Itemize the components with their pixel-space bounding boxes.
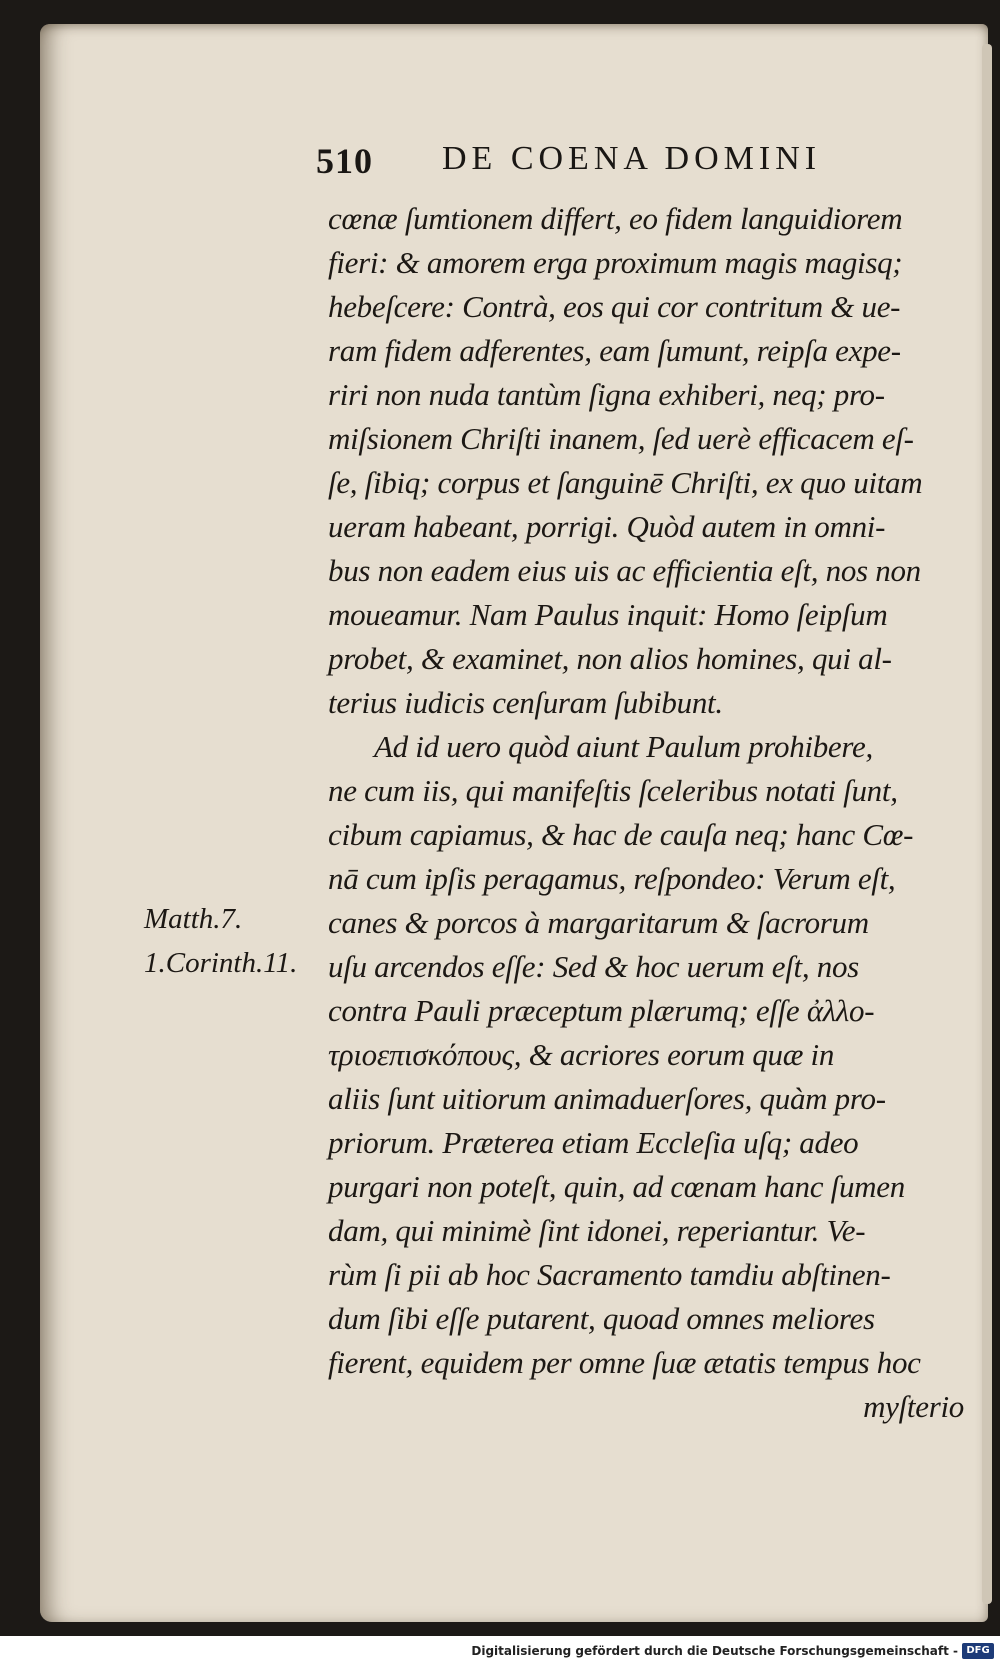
page-number: 510 <box>316 141 373 181</box>
margin-note-matthew: Matth.7. <box>144 903 243 935</box>
text-line: dum ſibi eſſe putarent, quoad omnes meliores <box>328 1301 875 1336</box>
text-line: uſu arcendos eſſe: Sed & hoc uerum eſt, nos <box>328 949 859 984</box>
text-line: ueram habeant, porrigi. Quòd autem in omni- <box>328 509 886 544</box>
page-header <box>302 136 902 186</box>
text-line: cibum capiamus, & hac de cauſa neq; hanc Cœ- <box>328 817 914 852</box>
footer-credit: Digitalisierung gefördert durch die Deutsche Forschungsgemeinschaft - <box>471 1644 958 1658</box>
text-line: ne cum iis, qui manifeſtis ſceleribus notati ſunt, <box>328 773 898 808</box>
text-line: hebeſcere: Contrà, eos qui cor contritum & ue- <box>328 289 901 324</box>
text-line: miſsionem Chriſti inanem, ſed uerè efficacem eſ- <box>328 421 914 456</box>
text-line: canes & porcos à margaritarum & ſacrorum <box>328 905 869 940</box>
text-line: rùm ſi pii ab hoc Sacramento tamdiu abſtinen- <box>328 1257 891 1292</box>
margin-notes <box>144 897 314 985</box>
margin-note-corinthians: 1.Corinth.11. <box>144 947 298 979</box>
paragraph-start-line: Ad id uero quòd aiunt Paulum prohibere, <box>374 729 873 764</box>
text-line: bus non eadem eius uis ac efficientia eſt, nos non <box>328 553 921 588</box>
text-line: fieri: & amorem erga proximum magis magisq; <box>328 245 903 280</box>
text-line: aliis ſunt uitiorum animaduerſores, quàm pro- <box>328 1081 886 1116</box>
text-line: fierent, equidem per omne ſuæ ætatis tempus hoc <box>328 1345 921 1380</box>
text-line: τριοεπισκόπους, & acriores eorum quæ in <box>328 1037 835 1072</box>
text-line: ſe, ſibiq; corpus et ſanguinē Chriſti, ex quo uitam <box>328 465 923 500</box>
text-line: purgari non poteſt, quin, ad cœnam hanc ſumen <box>328 1169 905 1204</box>
text-line: cœnæ ſumtionem differt, eo fidem languidiorem <box>328 201 903 236</box>
text-line: contra Pauli præceptum plærumq; eſſe ἀλλο- <box>328 993 875 1028</box>
text-line: probet, & examinet, non alios homines, qui al- <box>328 641 892 676</box>
text-line: moueamur. Nam Paulus inquit: Homo ſeipſum <box>328 597 888 632</box>
body-text <box>328 197 970 1429</box>
dfg-logo-icon: DFG <box>962 1643 994 1659</box>
text-line: terius iudicis cenſuram ſubibunt. <box>328 685 723 720</box>
running-title: DE COENA DOMINI <box>442 140 822 177</box>
text-line: dam, qui minimè ſint idonei, reperiantur. Ve- <box>328 1213 866 1248</box>
catchword: myſterio <box>863 1389 964 1424</box>
footer-strip <box>0 1636 1000 1667</box>
text-line: ram fidem adferentes, eam ſumunt, reipſa expe- <box>328 333 901 368</box>
text-line: riri non nuda tantùm ſigna exhiberi, neq; pro- <box>328 377 885 412</box>
text-line: nā cum ipſis peragamus, reſpondeo: Verum eſt, <box>328 861 896 896</box>
page-edge <box>982 44 992 1604</box>
text-line: priorum. Præterea etiam Eccleſia uſq; adeo <box>328 1125 859 1160</box>
